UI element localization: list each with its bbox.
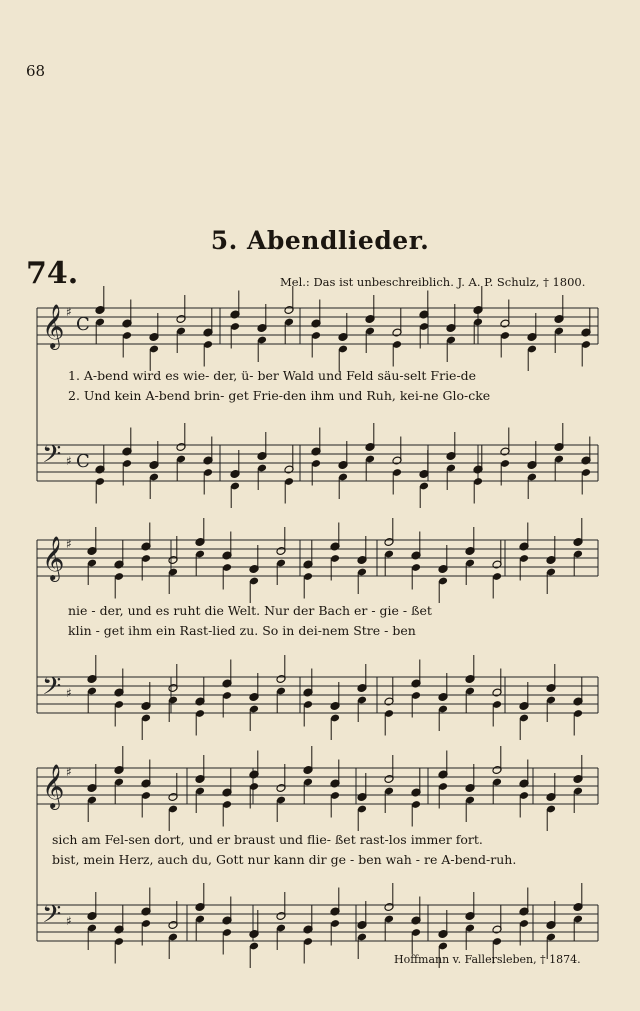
lyric-line: sich am Fel-sen dort, und er braust und flie- ßet rast-los immer fort. — [52, 832, 483, 847]
sharp-sign: ♯ — [66, 765, 72, 779]
sharp-sign: ♯ — [66, 305, 72, 319]
sharp-sign: ♯ — [66, 914, 72, 928]
time-signature: C — [76, 451, 90, 472]
hymn-number: 74. — [26, 256, 79, 291]
bass-clef: 𝄢 — [42, 440, 62, 475]
lyric-line: 1. A-bend wird es wie- der, ü- ber Wald und Feld säu-selt Frie-de — [68, 368, 477, 383]
page-number: 68 — [26, 62, 46, 80]
bass-clef: 𝄢 — [42, 672, 62, 707]
section-title: 5. Abendlieder. — [210, 226, 430, 255]
sharp-sign: ♯ — [66, 686, 72, 700]
treble-clef: 𝄞 — [42, 536, 65, 580]
poet-credit: Hoffmann v. Fallersleben, † 1874. — [394, 953, 581, 966]
melody-credit: Mel.: Das ist unbeschreiblich. J. A. P. Schulz, † 1800. — [280, 275, 586, 289]
lyric-line: nie - der, und es ruht die Welt. Nur der Bach er - gie - ßet — [68, 603, 432, 618]
treble-clef: 𝄞 — [42, 764, 65, 808]
sharp-sign: ♯ — [66, 537, 72, 551]
lyric-line: 2. Und kein A-bend brin- get Frie-den ihm und Ruh, kei-ne Glo-cke — [68, 388, 491, 403]
bass-clef: 𝄢 — [42, 900, 62, 935]
lyric-line: bist, mein Herz, auch du, Gott nur kann dir ge - ben wah - re A-bend-ruh. — [52, 852, 517, 867]
time-signature: C — [76, 314, 90, 335]
sharp-sign: ♯ — [66, 454, 72, 468]
lyric-line: klin - get ihm ein Rast-lied zu. So in dei-nem Stre - ben — [68, 623, 416, 638]
treble-clef: 𝄞 — [42, 304, 65, 348]
